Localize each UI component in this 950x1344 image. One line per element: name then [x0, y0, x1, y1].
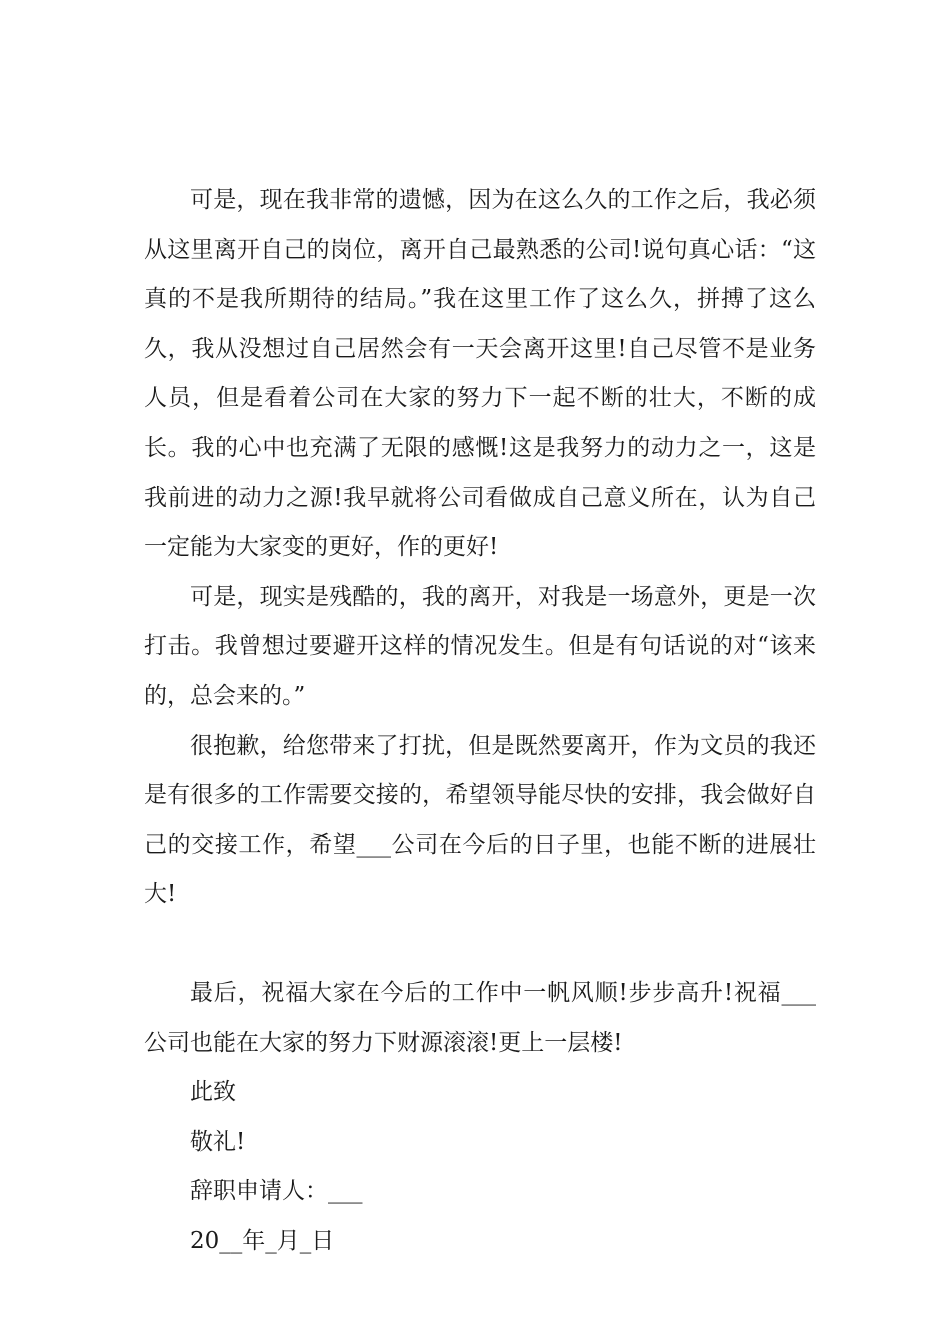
paragraph-2: 可是，现实是残酷的，我的离开，对我是一场意外，更是一次打击。我曾想过要避开这样的情况发生。但是有句话说的对“该来的，总会来的。”	[144, 583, 816, 709]
applicant-signature-line: 辞职申请人：___	[190, 1178, 363, 1205]
date-line: 20__年_月_日	[190, 1227, 335, 1254]
closing-regards: 敬礼!	[190, 1128, 246, 1155]
paragraph-3: 很抱歉，给您带来了打扰，但是既然要离开，作为文员的我还是有很多的工作需要交接的，希望领导能尽快的安排，我会做好自己的交接工作，希望___公司在今后的日子里，也能不断的进展壮大!	[144, 732, 816, 908]
blank-line	[144, 920, 816, 969]
closing-salutation: 此致	[190, 1079, 236, 1106]
letter-body	[144, 176, 816, 1266]
paragraph-1: 可是，现在我非常的遗憾，因为在这么久的工作之后，我必须从这里离开自己的岗位，离开自己最熟悉的公司!说句真心话：“这真的不是我所期待的结局。”我在这里工作了这么久，拼搏了这么久，我从没想过自己居然会有一天会离开这里!自己尽管不是业务人员，但是看着公司在大家的努力下一起不断的壮大，不断的成长。我的心中也充满了无限的感慨!这是我努力的动力之一，这是我前进的动力之源!我早就将公司看做成自己意义所在，认为自己一定能为大家变的更好，作的更好!	[144, 187, 816, 561]
paragraph-4: 最后，祝福大家在今后的工作中一帆风顺!步步高升!祝福___公司也能在大家的努力下财源滚滚!更上一层楼!	[144, 979, 816, 1056]
